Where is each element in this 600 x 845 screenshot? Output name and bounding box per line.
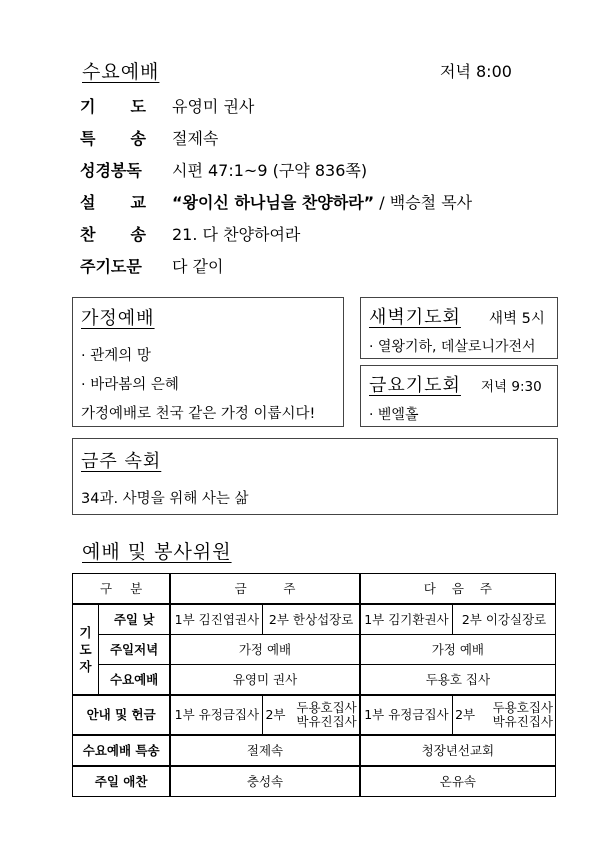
table-row [73, 735, 556, 766]
cell: 유영미 권사 [170, 665, 360, 696]
weekly-meeting-box [72, 438, 558, 515]
cell: 청장년선교회 [360, 735, 556, 766]
label-char: 도 [130, 96, 146, 116]
table-row [73, 665, 556, 696]
table-row [73, 635, 556, 665]
wednesday-time: 저녁 8:00 [440, 62, 512, 81]
preacher: / 백승철 목사 [374, 192, 473, 212]
header-category [73, 574, 171, 605]
header-char: 분 [130, 580, 143, 596]
usher-name: 두용호집사 [296, 700, 357, 715]
label-char: 특 [80, 128, 96, 148]
table-row [73, 695, 556, 735]
sermon-title: “왕이신 하나님을 찬양하라” [172, 192, 375, 212]
label-char: 자 [79, 659, 92, 674]
label-char: 교 [130, 192, 146, 212]
dawn-prayer-title: 새벽기도회 [369, 307, 461, 328]
cell: 1부 김기환권사 [360, 604, 453, 635]
row-label: 수요예배 특송 [73, 735, 171, 766]
order-label: 성경봉독 [80, 160, 142, 180]
order-row-lords-prayer [80, 253, 223, 277]
order-value: 다 같이 [172, 256, 224, 276]
label-char: 기 [80, 96, 96, 116]
order-label: 주기도문 [80, 256, 142, 276]
order-row-hymn [80, 221, 300, 245]
header-char: 구 [100, 580, 113, 596]
cell: 1부 유정금집사 [170, 695, 263, 735]
order-row-scripture [80, 157, 367, 181]
usher-name: 박유진집사 [492, 714, 553, 729]
order-row-sermon [80, 189, 472, 213]
friday-prayer-box [360, 365, 558, 427]
prayer-label [73, 604, 99, 695]
row-label: 수요예배 [98, 665, 170, 696]
label-char: 송 [130, 224, 146, 244]
cell: 2부 한상섭장로 [263, 604, 360, 635]
cell: 절제속 [170, 735, 360, 766]
wednesday-title: 수요예배 [82, 61, 160, 83]
friday-prayer-line: · 벧엘홀 [369, 407, 419, 423]
usher-prefix: 2부 [265, 707, 286, 722]
order-row-special-song [80, 125, 218, 149]
header-char: 다 [423, 580, 436, 596]
family-worship-box [72, 297, 344, 427]
order-value: 유영미 권사 [172, 96, 255, 116]
cell-usher-next-b [453, 695, 556, 735]
label-char: 도 [79, 642, 92, 657]
weekly-meeting-title: 금주 속회 [81, 451, 162, 472]
row-label: 주일 낮 [98, 604, 170, 635]
family-worship-title: 가정예배 [81, 308, 155, 329]
friday-prayer-time: 저녁 9:30 [481, 379, 542, 395]
usher-prefix: 2부 [455, 707, 476, 722]
table-row [73, 766, 556, 797]
dawn-prayer-time: 새벽 5시 [489, 311, 545, 327]
cell-usher-this-b [263, 695, 360, 735]
usher-name: 두용호집사 [492, 700, 553, 715]
cell: 가정 예배 [170, 635, 360, 665]
label-char: 기 [79, 625, 92, 640]
row-label: 주일 애찬 [73, 766, 171, 797]
header-char: 주 [479, 580, 492, 596]
header-this-week [170, 574, 360, 605]
usher-name: 박유진집사 [296, 714, 357, 729]
header-char: 주 [283, 580, 296, 596]
order-value: 21. 다 찬양하여라 [172, 224, 301, 244]
cell: 2부 이강실장로 [453, 604, 556, 635]
header-char: 음 [451, 580, 464, 596]
cell: 1부 김진엽권사 [170, 604, 263, 635]
row-label: 안내 및 헌금 [73, 695, 171, 735]
dawn-prayer-box [360, 297, 558, 359]
label-char: 설 [80, 192, 96, 212]
staff-title: 예배 및 봉사위원 [82, 541, 232, 563]
family-line: · 바라봄의 은혜 [81, 377, 179, 393]
cell: 온유속 [360, 766, 556, 797]
cell: 충성속 [170, 766, 360, 797]
weekly-meeting-line: 34과. 사명을 위해 사는 삶 [81, 491, 249, 507]
cell: 가정 예배 [360, 635, 556, 665]
dawn-prayer-line: · 열왕기하, 데살로니가전서 [369, 339, 536, 355]
order-value: 시편 47:1~9 (구약 836쪽) [172, 160, 368, 180]
family-line: · 관계의 망 [81, 348, 151, 364]
header-next-week [360, 574, 556, 605]
header-char: 금 [234, 580, 247, 596]
row-label: 주일저녁 [98, 635, 170, 665]
friday-prayer-title: 금요기도회 [369, 375, 461, 396]
order-row-prayer [80, 93, 254, 117]
label-char: 찬 [80, 224, 96, 244]
family-line: 가정예배로 천국 같은 가정 이룹시다! [81, 406, 316, 422]
label-char: 송 [130, 128, 146, 148]
staff-table [72, 573, 556, 797]
cell: 두용호 집사 [360, 665, 556, 696]
cell: 1부 유정금집사 [360, 695, 453, 735]
table-header-row [73, 574, 556, 605]
order-value: 절제속 [172, 128, 219, 148]
table-row [73, 604, 556, 635]
